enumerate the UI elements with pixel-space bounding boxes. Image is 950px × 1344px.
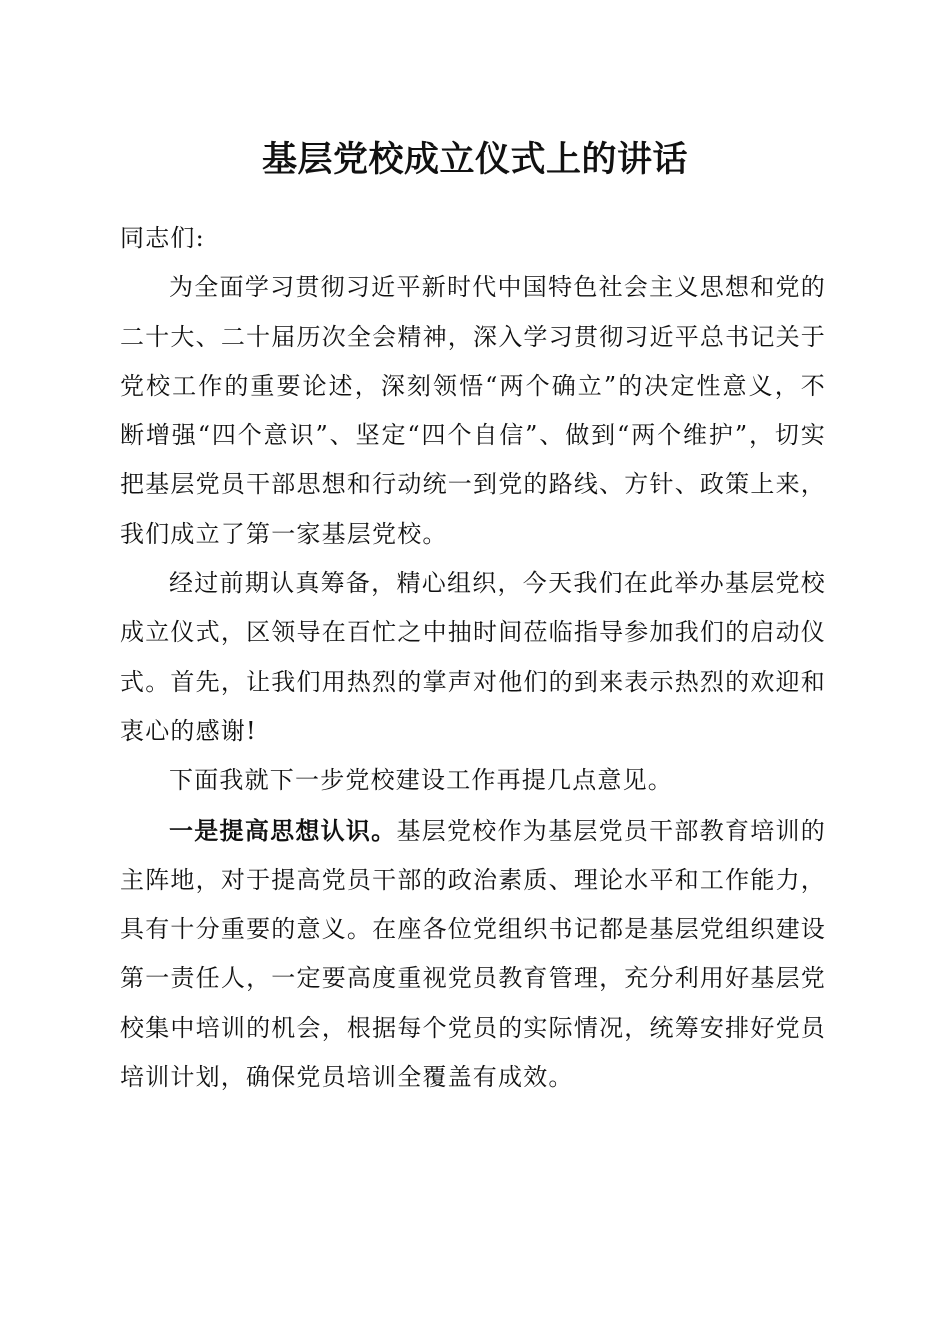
paragraph-purpose: 为全面学习贯彻习近平新时代中国特色社会主义思想和党的二十大、二十届历次全会精神，深入学习贯彻习近平总书记关于党校工作的重要论述，深刻领悟“两个确立”的决定性意义，不断增强“四个意识”、坚定“四个自信”、做到“两个维护”，切实把基层党员干部思想和行动统一到党的路线、方针、政策上来，我们成立了第一家基层党校。 bbox=[120, 273, 826, 548]
paragraph-transition: 下面我就下一步党校建设工作再提几点意见。 bbox=[169, 766, 673, 795]
point-one-heading: 一是提高思想认识。 bbox=[169, 815, 397, 845]
paragraph-point-one bbox=[120, 806, 826, 1103]
document-body bbox=[120, 214, 826, 1102]
salutation: 同志们: bbox=[120, 224, 205, 252]
paragraph-ceremony: 经过前期认真筹备，精心组织，今天我们在此举办基层党校成立仪式，区领导在百忙之中抽时间莅临指导参加我们的启动仪式。首先，让我们用热烈的掌声对他们的到来表示热烈的欢迎和衷心的感谢! bbox=[120, 569, 826, 745]
document-title: 基层党校成立仪式上的讲话 bbox=[261, 139, 688, 180]
point-one-text: 基层党校作为基层党员干部教育培训的主阵地，对于提高党员干部的政治素质、理论水平和工作能力，具有十分重要的意义。在座各位党组织书记都是基层党组织建设第一责任人，一定要高度重视党员教育管理，充分利用好基层党校集中培训的机会，根据每个党员的实际情况，统筹安排好党员培训计划，确保党员培训全覆盖有成效。 bbox=[120, 816, 826, 1092]
